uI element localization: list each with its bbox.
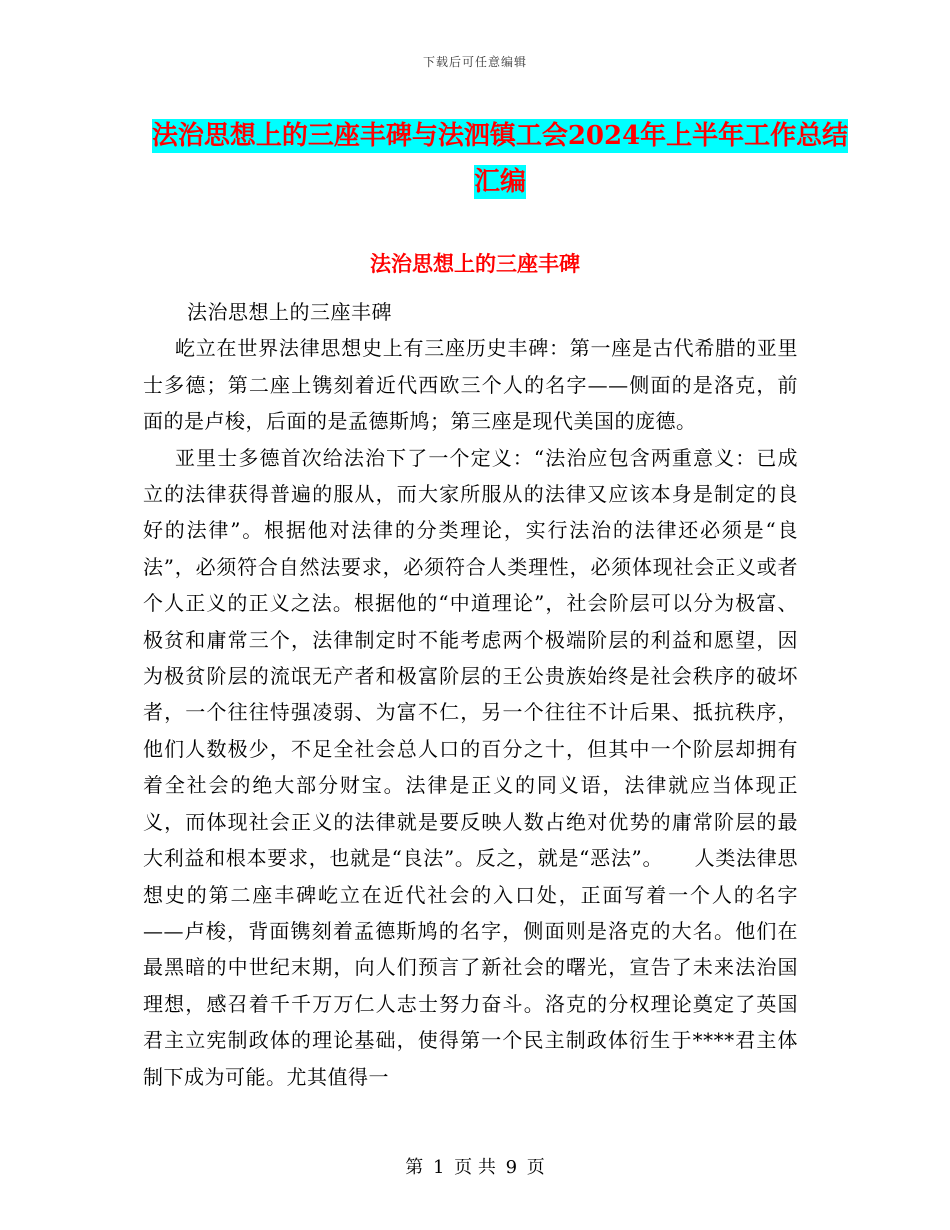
page-footer [0, 1153, 950, 1179]
body-paragraph-1: 屹立在世界法律思想史上有三座历史丰碑：第一座是古代希腊的亚里士多德；第二座上镌刻着近代西欧三个人的名字——侧面的是洛克，前面的是卢梭，后面的是孟德斯鸠；第三座是现代美国的庞德。 [143, 336, 798, 434]
document-title-text: 法治思想上的三座丰碑与法泗镇工会2024年上半年工作总结汇编 [151, 121, 849, 197]
section-title: 法治思想上的三座丰碑 [370, 251, 580, 276]
footer-page-number: 1 [432, 1157, 445, 1178]
footer-prefix: 第 [405, 1157, 424, 1178]
body-paragraph-2: 亚里士多德首次给法治下了一个定义：“法治应包含两重意义：已成立的法律获得普遍的服从，而大家所服从的法律又应该本身是制定的良好的法律”。根据他对法律的分类理论，实行法治的法律还必须是“良法”，必须符合自然法要求，必须符合人类理性，必须体现社会正义或者个人正义的正义之法。根据他的“中道理论”，社会阶层可以分为极富、极贫和庸常三个，法律制定时不能考虑两个极端阶层的利益和愿望，因为极贫阶层的流氓无产者和极富阶层的王公贵族始终是社会秩序的破坏者，一个往往恃强凌弱、为富不仁，另一个往往不计后果、抵抗秩序，他们人数极少，不足全社会总人口的百分之十，但其中一个阶层却拥有着全社会的绝大部分财宝。法律是正义的同义语，法律就应当体现正义，而体现社会正义的法律就是要反映人数占绝对优势的庸常阶层的最大利益和根本要求，也就是“良法”。反之，就是“恶法”。 人类法律思想史的第二座丰碑屹立在近代社会的入口处，正面写着一个人的名字——卢梭，背面镌刻着孟德斯鸠的名字，侧面则是洛克的大名。他们在最黑暗的中世纪末期，向人们预言了新社会的曙光，宣告了未来法治国理想，感召着千千万万仁人志士努力奋斗。洛克的分权理论奠定了英国君主立宪制政体的理论基础，使得第一个民主制政体衍生于****君主体制下成为可能。尤其值得一 [143, 445, 798, 1089]
document-body [143, 294, 798, 1095]
footer-suffix: 页 [526, 1157, 545, 1178]
footer-page-total: 9 [505, 1157, 518, 1178]
header-note: 下载后可任意编辑 [422, 55, 527, 69]
body-subheading: 法治思想上的三座丰碑 [187, 300, 392, 324]
footer-mid: 页 共 [454, 1157, 496, 1178]
document-title [150, 113, 850, 205]
